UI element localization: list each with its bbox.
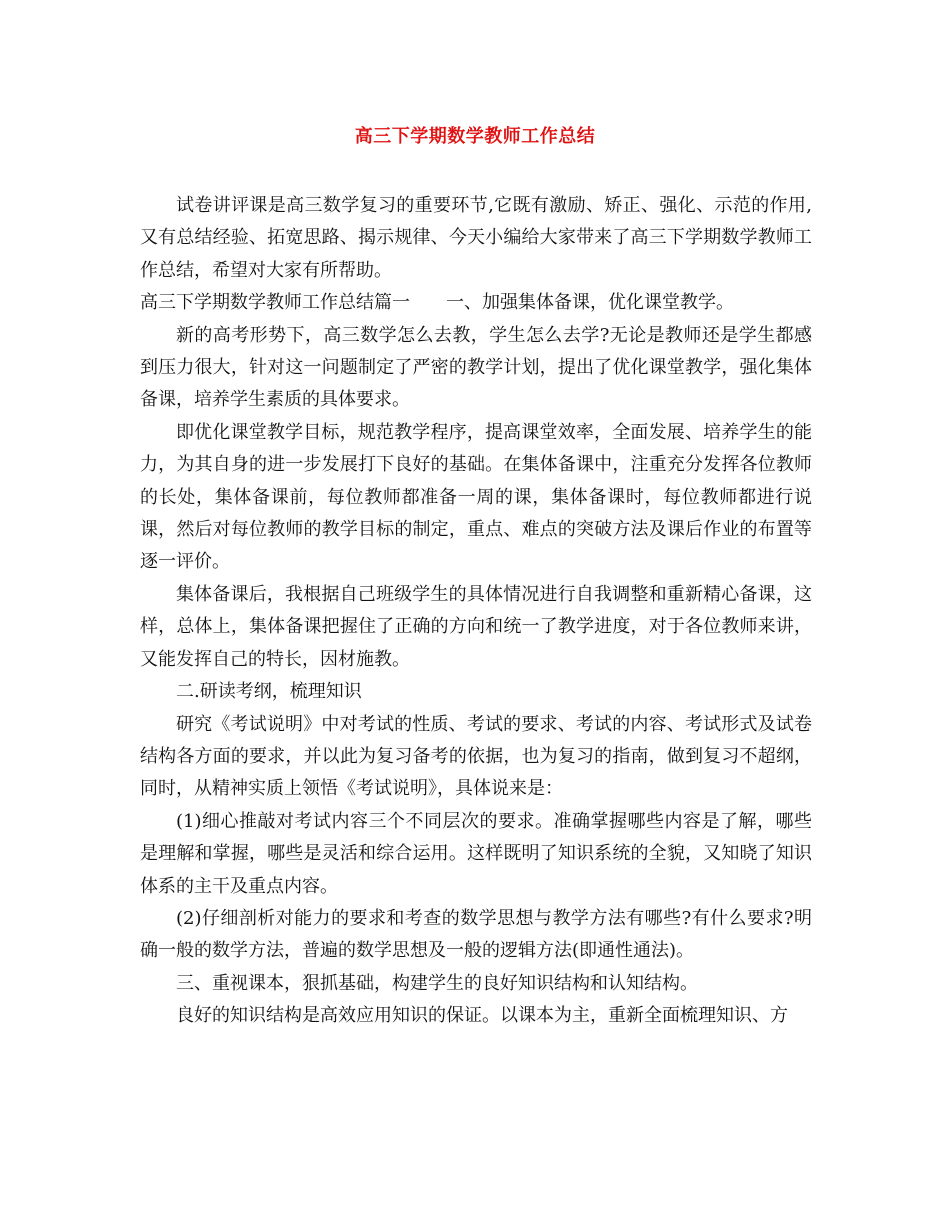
paragraph: (2)仔细剖析对能力的要求和考查的数学思想与教学方法有哪些?有什么要求?明确一般的数学方法，普遍的数学思想及一般的逻辑方法(即通性通法)。 (140, 907, 812, 962)
paragraph: 即优化课堂教学目标，规范教学程序，提高课堂效率，全面发展、培养学生的能力，为其自身的进一步发展打下良好的基础。在集体备课中，注重充分发挥各位教师的长处，集体备课前，每位教师都准备一周的课，集体备课时，每位教师都进行说课，然后对每位教师的教学目标的制定，重点、难点的突破方法及课后作业的布置等逐一评价。 (140, 421, 812, 573)
section-subheading: 一、加强集体备课，优化课堂教学。 (446, 292, 734, 314)
paragraph: 集体备课后，我根据自己班级学生的具体情况进行自我调整和重新精心备课，这样，总体上，集体备课把握住了正确的方向和统一了教学进度，对于各位教师来讲，又能发挥自己的特长，因材施教。 (140, 583, 812, 670)
paragraph-heading: 三、重视课本，狠抓基础，构建学生的良好知识结构和认知结构。 (176, 972, 698, 994)
paragraph: 良好的知识结构是高效应用知识的保证。以课本为主，重新全面梳理知识、方 (176, 1005, 788, 1027)
document-title: 高三下学期数学教师工作总结 (354, 126, 596, 147)
paragraph: 研究《考试说明》中对考试的性质、考试的要求、考试的内容、考试形式及试卷结构各方面的要求，并以此为复习备考的依据，也为复习的指南，做到复习不超纲，同时，从精神实质上领悟《考试说明》，具体说来是： (140, 713, 812, 800)
paragraph-heading: 二.研读考纲，梳理知识 (176, 681, 362, 703)
paragraph-intro: 试卷讲评课是高三数学复习的重要环节,它既有激励、矫正、强化、示范的作用,又有总结经验、拓宽思路、揭示规律、今天小编给大家带来了高三下学期数学教师工作总结，希望对大家有所帮助。 (140, 195, 812, 281)
paragraph-section-heading (140, 287, 812, 319)
section-label: 高三下学期数学教师工作总结篇一 (140, 292, 410, 314)
paragraph: (1)细心推敲对考试内容三个不同层次的要求。准确掌握哪些内容是了解，哪些是理解和掌握，哪些是灵活和综合运用。这样既明了知识系统的全貌，又知晓了知识体系的主干及重点内容。 (140, 810, 812, 897)
paragraph: 新的高考形势下，高三数学怎么去教，学生怎么去学?无论是教师还是学生都感到压力很大，针对这一问题制定了严密的教学计划，提出了优化课堂教学，强化集体备课，培养学生素质的具体要求。 (140, 324, 812, 411)
document-body (140, 190, 812, 1033)
